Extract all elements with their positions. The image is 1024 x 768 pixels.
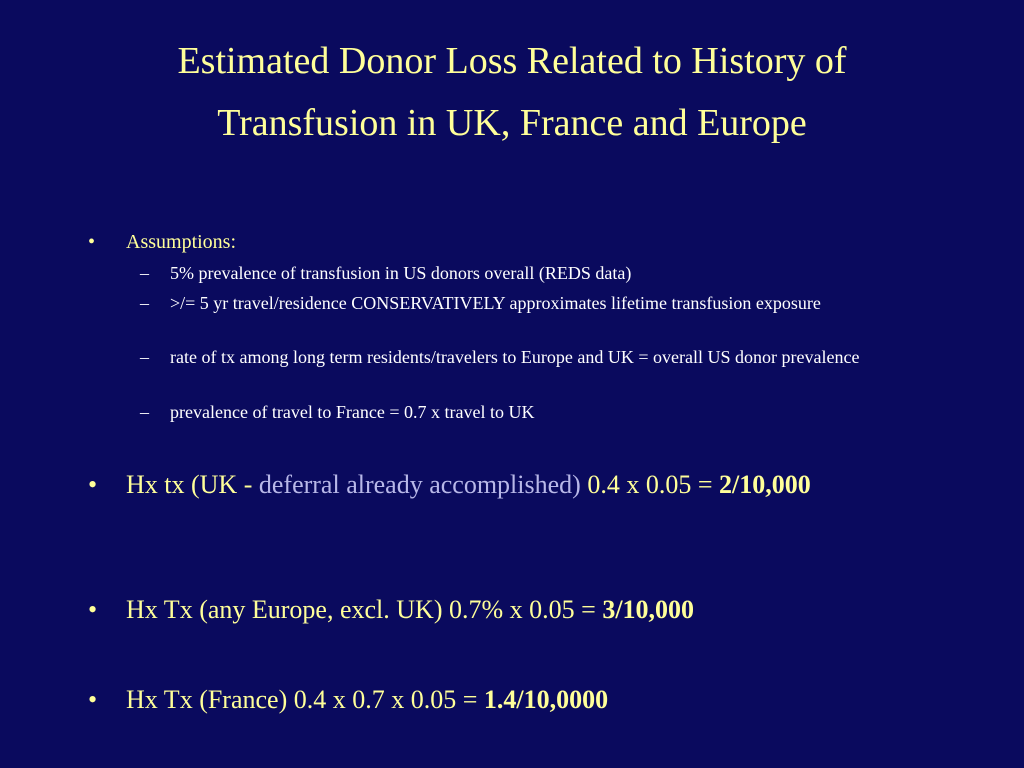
assumption-text: rate of tx among long term residents/travelers to Europe and UK = overall US donor prevalence bbox=[170, 347, 860, 367]
dash-marker: – bbox=[140, 402, 149, 422]
calc-text bbox=[126, 470, 946, 500]
assumption-text: >/= 5 yr travel/residence CONSERVATIVELY approximates lifetime transfusion exposure bbox=[170, 293, 821, 313]
calc-muted-note: deferral already accomplished) bbox=[258, 470, 581, 499]
dash-marker: – bbox=[140, 263, 149, 283]
calc-result: 1.4/10,0000 bbox=[483, 685, 609, 714]
assumptions-heading: Assumptions: bbox=[126, 231, 237, 253]
bullet-marker: • bbox=[88, 231, 96, 253]
title-line-1: Estimated Donor Loss Related to History of bbox=[177, 40, 847, 82]
bullet-marker: • bbox=[88, 470, 98, 499]
bullet-marker: • bbox=[88, 685, 98, 714]
assumption-text: prevalence of travel to France = 0.7 x travel to UK bbox=[170, 402, 535, 422]
slide-title bbox=[40, 30, 984, 154]
calc-prefix: Hx Tx (France) 0.4 x 0.7 x 0.05 = bbox=[126, 685, 484, 714]
dash-marker: – bbox=[140, 293, 149, 313]
calc-prefix: Hx tx (UK - bbox=[126, 470, 259, 499]
calc-text bbox=[126, 685, 946, 715]
calc-result: 2/10,000 bbox=[718, 470, 811, 499]
calc-result: 3/10,000 bbox=[602, 595, 695, 624]
title-line-2: Transfusion in UK, France and Europe bbox=[217, 102, 807, 144]
dash-marker: – bbox=[140, 347, 149, 367]
calc-prefix: Hx Tx (any Europe, excl. UK) 0.7% x 0.05 = bbox=[126, 595, 603, 624]
calc-text bbox=[126, 595, 946, 625]
calc-middle: 0.4 x 0.05 = bbox=[580, 470, 719, 499]
bullet-marker: • bbox=[88, 595, 98, 624]
assumption-text: 5% prevalence of transfusion in US donors overall (REDS data) bbox=[170, 263, 632, 283]
